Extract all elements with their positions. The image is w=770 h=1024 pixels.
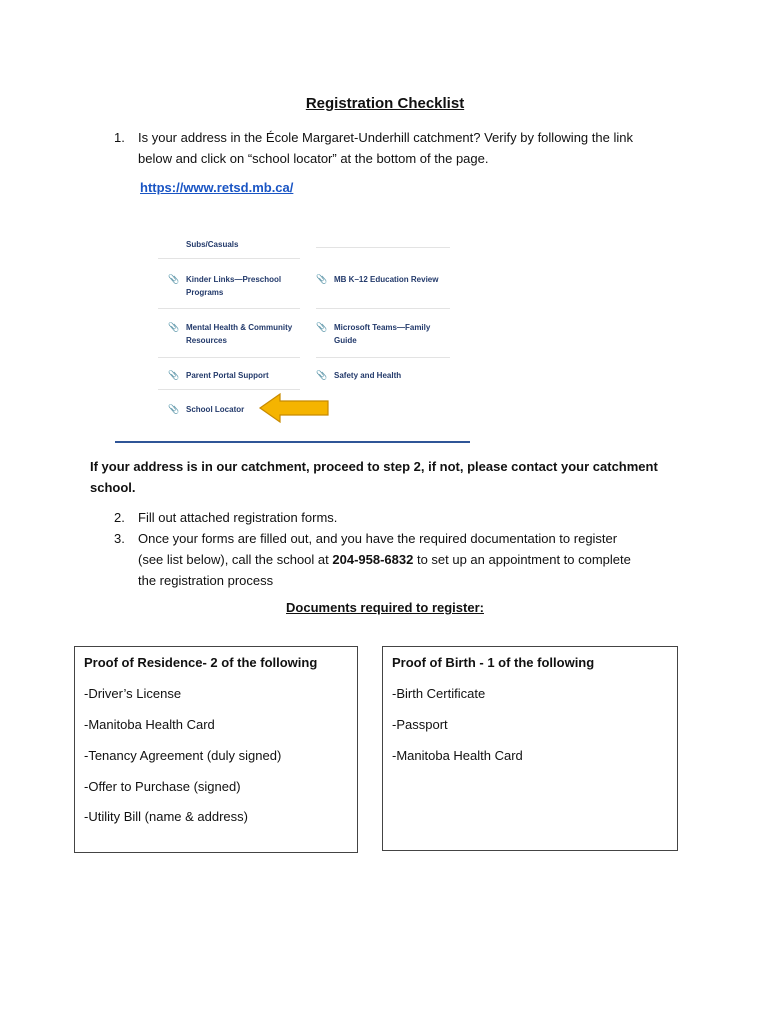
step-1	[114, 127, 714, 171]
birth-item: -Birth Certificate	[392, 686, 486, 701]
screenshot-underline	[115, 441, 470, 443]
residence-item: -Offer to Purchase (signed)	[84, 779, 241, 794]
paperclip-icon: 📎	[168, 404, 180, 414]
residence-heading: Proof of Residence- 2 of the following	[84, 655, 318, 670]
paperclip-icon: 📎	[316, 370, 328, 380]
step-text-segment: (see list below), call the school at	[138, 552, 333, 567]
catchment-notice	[90, 456, 690, 498]
menu-item-label: Resources	[186, 336, 227, 345]
menu-item-label: MB K–12 Education Review	[334, 275, 439, 284]
step-text-line	[138, 549, 631, 570]
step-text-line: below and click on “school locator” at the bottom of the page.	[138, 151, 489, 166]
step-number: 1.	[114, 130, 125, 145]
step-text-line: Is your address in the École Margaret-Underhill catchment? Verify by following the link	[138, 130, 633, 145]
step-2	[114, 507, 714, 528]
step-text-segment: to set up an appointment to complete	[413, 552, 631, 567]
step-text-line: Once your forms are filled out, and you have the required documentation to register	[138, 531, 618, 546]
step-number: 3.	[114, 531, 125, 546]
menu-item-label: School Locator	[186, 405, 245, 414]
retsd-link[interactable]: https://www.retsd.mb.ca/	[140, 180, 294, 195]
paperclip-icon: 📎	[168, 322, 180, 332]
paperclip-icon: 📎	[316, 322, 328, 332]
paperclip-icon: 📎	[168, 370, 180, 380]
paperclip-icon: 📎	[316, 274, 328, 284]
residence-item: -Utility Bill (name & address)	[84, 809, 248, 824]
notice-line: If your address is in our catchment, proceed to step 2, if not, please contact your catchment	[90, 459, 658, 474]
residence-box	[74, 646, 358, 853]
step-3	[114, 528, 714, 591]
birth-item: -Manitoba Health Card	[392, 748, 523, 763]
paperclip-icon: 📎	[168, 274, 180, 284]
residence-item: -Tenancy Agreement (duly signed)	[84, 748, 282, 763]
menu-item-label: Guide	[334, 336, 357, 345]
notice-line: school.	[90, 480, 136, 495]
menu-item-label: Programs	[186, 288, 224, 297]
school-phone: 204-958-6832	[332, 552, 414, 567]
menu-item-label: Mental Health & Community	[186, 323, 293, 332]
pointer-arrow-icon	[258, 392, 330, 424]
documents-heading: Documents required to register:	[286, 600, 484, 615]
birth-box	[382, 646, 678, 851]
menu-item-label: Parent Portal Support	[186, 371, 269, 380]
residence-item: -Driver’s License	[84, 686, 182, 701]
menu-item-label: Safety and Health	[334, 371, 402, 380]
step-text-line: Fill out attached registration forms.	[138, 510, 338, 525]
menu-item-label: Kinder Links—Preschool	[186, 275, 282, 284]
residence-item: -Manitoba Health Card	[84, 717, 215, 732]
page-title: Registration Checklist	[305, 95, 465, 112]
step-number: 2.	[114, 510, 125, 525]
menu-item-subs-casuals	[186, 238, 238, 251]
step-text-line: the registration process	[138, 573, 274, 588]
menu-item-label: Microsoft Teams—Family	[334, 323, 431, 332]
birth-item: -Passport	[392, 717, 448, 732]
birth-heading: Proof of Birth - 1 of the following	[392, 655, 595, 670]
menu-item-label: Subs/Casuals	[186, 240, 239, 249]
